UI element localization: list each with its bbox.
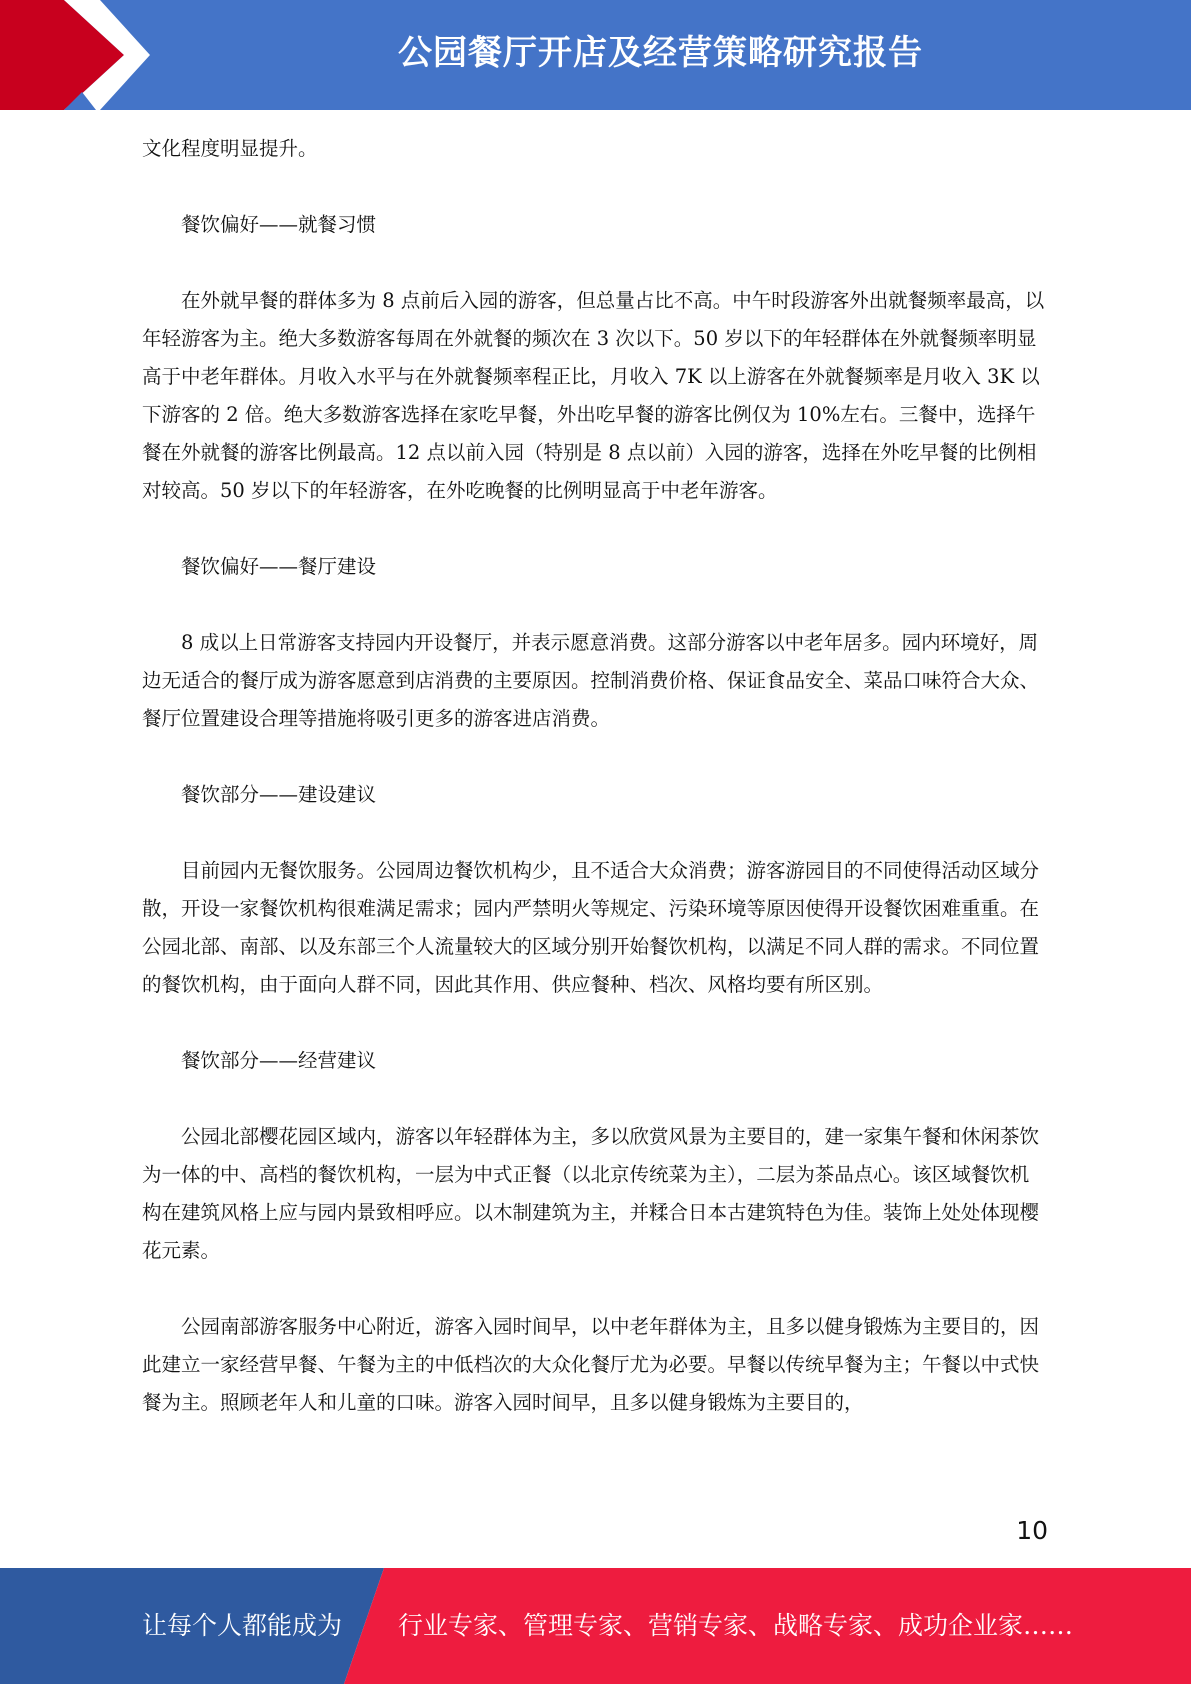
document-body [142, 130, 1046, 1422]
section-heading: 餐饮偏好——餐厅建设 [181, 555, 377, 578]
page-footer [0, 1568, 1191, 1684]
page-number: 10 [1016, 1516, 1048, 1545]
paragraph: 公园北部樱花园区域内，游客以年轻群体为主，多以欣赏风景为主要目的，建一家集午餐和休闲茶饮为一体的中、高档的餐饮机构，一层为中式正餐（以北京传统菜为主），二层为茶品点心。该区域餐饮机构在建筑风格上应与园内景致相呼应。以木制建筑为主，并糅合日本古建筑特色为佳。装饰上处处体现樱花元素。 [142, 1125, 1040, 1262]
section-heading: 餐饮部分——建设建议 [181, 783, 377, 806]
paragraph: 8 成以上日常游客支持园内开设餐厅，并表示愿意消费。这部分游客以中老年居多。园内环境好，周边无适合的餐厅成为游客愿意到店消费的主要原因。控制消费价格、保证食品安全、菜品口味符合大众、餐厅位置建设合理等措施将吸引更多的游客进店消费。 [142, 631, 1040, 730]
paragraph: 目前园内无餐饮服务。公园周边餐饮机构少，且不适合大众消费；游客游园目的不同使得活动区域分散，开设一家餐饮机构很难满足需求；园内严禁明火等规定、污染环境等原因使得开设餐饮困难重重。在公园北部、南部、以及东部三个人流量较大的区域分别开始餐饮机构，以满足不同人群的需求。不同位置的餐饮机构，由于面向人群不同，因此其作用、供应餐种、档次、风格均要有所区别。 [142, 859, 1040, 996]
paragraph: 在外就早餐的群体多为 8 点前后入园的游客，但总量占比不高。中午时段游客外出就餐频率最高，以年轻游客为主。绝大多数游客每周在外就餐的频次在 3 次以下。50 岁以下的年轻群体在外就餐频率明显高于中老年群体。月收入水平与在外就餐频率程正比，月收入 7K 以上游客在外就餐频率是月收入 3K 以下游客的 2 倍。绝大多数游客选择在家吃早餐，外出吃早餐的游客比例仅为 10%左右。三餐中，选择午餐在外就餐的游客比例最高。12 点以前入园（特别是 8 点以前）入园的游客，选择在外吃早餐的比例相对较高。50 岁以下的年轻游客，在外吃晚餐的比例明显高于中老年游客。 [142, 289, 1045, 502]
page-header [0, 0, 1191, 110]
report-title: 公园餐厅开店及经营策略研究报告 [398, 33, 923, 73]
footer-slogan-left: 让每个人都能成为 [142, 1611, 343, 1640]
section-heading: 餐饮偏好——就餐习惯 [181, 213, 377, 236]
footer-slogan-right: 行业专家、管理专家、营销专家、战略专家、成功企业家…… [398, 1611, 1074, 1640]
section-heading: 餐饮部分——经营建议 [181, 1049, 377, 1072]
paragraph: 文化程度明显提升。 [142, 137, 318, 160]
paragraph: 公园南部游客服务中心附近，游客入园时间早，以中老年群体为主，且多以健身锻炼为主要目的，因此建立一家经营早餐、午餐为主的中低档次的大众化餐厅尤为必要。早餐以传统早餐为主；午餐以中式快餐为主。照顾老年人和儿童的口味。游客入园时间早，且多以健身锻炼为主要目的， [142, 1315, 1040, 1414]
